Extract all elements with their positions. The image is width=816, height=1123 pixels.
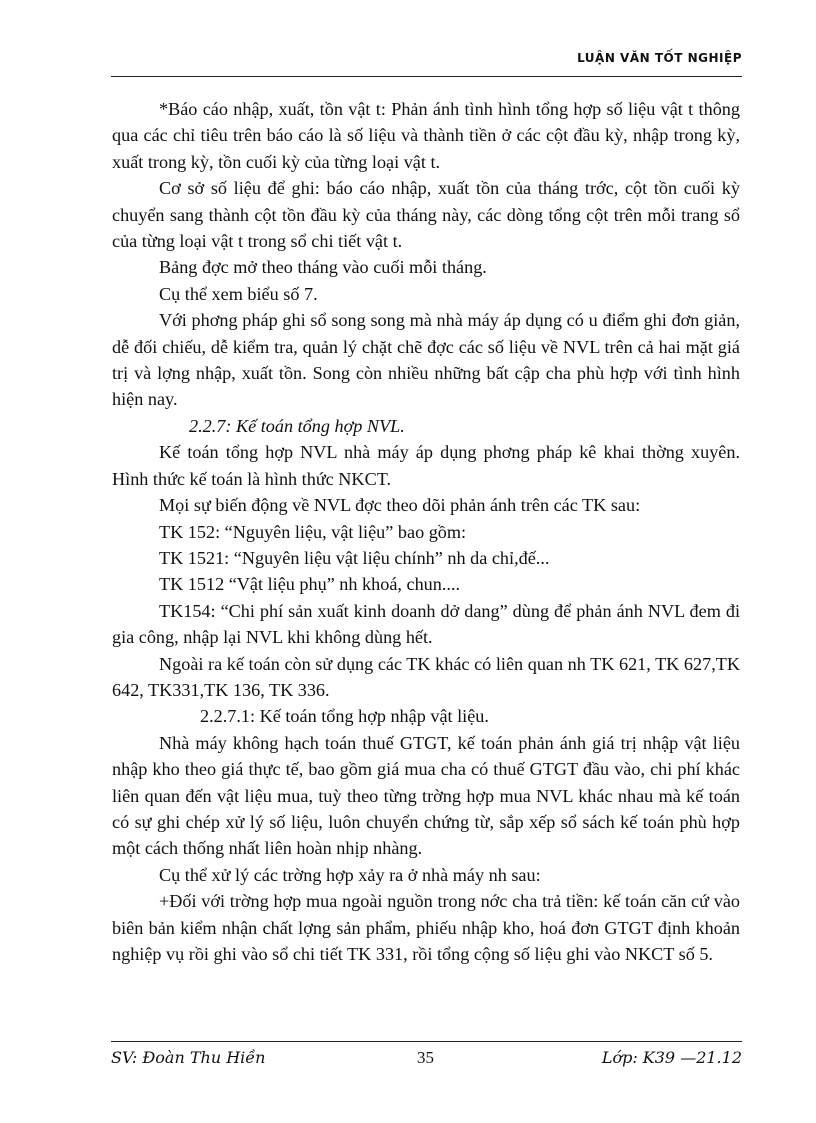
section-heading-2-2-7-1: 2.2.7.1: Kế toán tổng hợp nhập vật liệu. xyxy=(200,706,489,727)
paragraph-method-evaluation: Với phơng pháp ghi sổ song song mà nhà máy áp dụng có u điểm ghi đơn giản, dễ đối chiếu, dễ kiểm tra, quản lý chặt chẽ đợc các số liệu về NVL trên cả hai mặt giá trị và lợng nhập, xuất tồn. Song còn nhiều những bất cập cha phù hợp với tình hình hiện nay. xyxy=(112,310,740,410)
footer-divider xyxy=(111,1041,742,1042)
page-body xyxy=(112,96,740,967)
paragraph-method: Kế toán tổng hợp NVL nhà máy áp dụng phơng pháp kê khai thờng xuyên. Hình thức kế toán là hình thức NKCT. xyxy=(112,442,740,489)
paragraph-tk152: TK 152: “Nguyên liệu, vật liệu” bao gồm: xyxy=(159,521,467,542)
page-number: 35 xyxy=(417,1048,434,1067)
paragraph-other-accounts: Ngoài ra kế toán còn sử dụng các TK khác có liên quan nh TK 621, TK 627,TK 642, TK331,TK 136, TK 336. xyxy=(112,653,740,700)
paragraph-see-form: Cụ thể xem biểu số 7. xyxy=(159,283,318,304)
paragraph-vat: Nhà máy không hạch toán thuế GTGT, kế toán phản ánh giá trị nhập vật liệu nhập kho theo giá thực tế, bao gồm giá mua cha có thuế GTGT đầu vào, chi phí khác liên quan đến vật liệu mua, tuỳ theo từng trờng hợp mua NVL khác nhau mà kế toán có sự ghi chép xử lý số liệu, luôn chuyển chứng từ, sắp xếp sổ sách kế toán phù hợp một cách thống nhất liên hoàn nhịp nhàng. xyxy=(112,732,740,859)
paragraph-tk1521: TK 1521: “Nguyên liệu vật liệu chính” nh da chỉ,đế... xyxy=(159,547,550,568)
paragraph-data-basis: Cơ sở số liệu để ghi: báo cáo nhập, xuất tồn của tháng trớc, cột tồn cuối kỳ chuyển sang thành cột tồn đầu kỳ của tháng này, các dòng tổng cột trên mỗi trang sổ của từng loại vật t trong sổ chi tiết vật t. xyxy=(112,178,740,252)
section-heading-2-2-7: 2.2.7: Kế toán tổng hợp NVL. xyxy=(189,415,405,436)
paragraph-accounts-intro: Mọi sự biến động về NVL đợc theo dõi phản ánh trên các TK sau: xyxy=(159,495,641,516)
paragraph-monthly: Bảng đợc mở theo tháng vào cuối mỗi tháng. xyxy=(159,257,487,278)
footer-class: Lớp: K39 —21.12 xyxy=(601,1048,742,1067)
paragraph-tk1512: TK 1512 “Vật liệu phụ” nh khoá, chun.... xyxy=(159,574,461,595)
footer xyxy=(111,1048,742,1070)
footer-student: SV: Đoàn Thu Hiền xyxy=(111,1048,266,1067)
paragraph-cases-intro: Cụ thể xử lý các trờng hợp xảy ra ở nhà máy nh sau: xyxy=(159,864,541,885)
paragraph-unpaid-purchase: +Đối với trờng hợp mua ngoài nguồn trong nớc cha trả tiền: kế toán căn cứ vào biên bản kiểm nhận chất lợng sản phẩm, phiếu nhập kho, hoá đơn GTGT định khoản nghiệp vụ rồi ghi vào sổ chi tiết TK 331, rồi tổng cộng số liệu ghi vào NKCT số 5. xyxy=(112,891,740,964)
header-divider xyxy=(111,76,742,77)
header-title: LUẬN VĂN TỐT NGHIỆP xyxy=(577,51,742,65)
paragraph-tk154: TK154: “Chi phí sản xuất kinh doanh dở dang” dùng để phản ánh NVL đem đi gia công, nhập lại NVL khi không dùng hết. xyxy=(112,600,740,648)
paragraph-report-summary: *Báo cáo nhập, xuất, tồn vật t: Phản ánh tình hình tổng hợp số liệu vật t thông qua các chỉ tiêu trên báo cáo là số liệu và thành tiền ở các cột đầu kỳ, nhập trong kỳ, xuất trong kỳ, tồn cuối kỳ của từng loại vật t. xyxy=(112,99,740,172)
